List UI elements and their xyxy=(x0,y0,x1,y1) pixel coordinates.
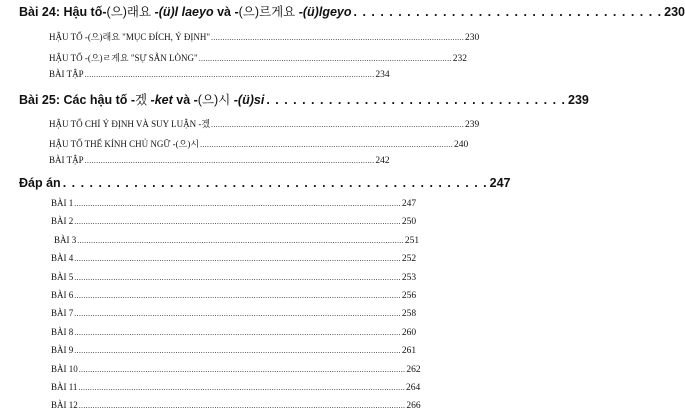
chapter-title: Bài 25: Các hậu tố -겠 -ket và -(으)시 -(ü)si xyxy=(19,93,265,107)
toc-entry[interactable] xyxy=(54,234,420,246)
toc-entry[interactable] xyxy=(49,117,480,130)
leader-dots: .............................................................................................................. xyxy=(211,120,465,129)
leader-dots: .............................................................................................................................................. xyxy=(74,291,401,300)
toc-entry[interactable] xyxy=(49,69,390,80)
entry-page-number: 256 xyxy=(401,291,417,301)
leader-dots: .............................................................................................................................................. xyxy=(78,364,406,374)
leader-dots: .............................................................................................................................................. xyxy=(74,217,401,227)
entry-label: BÀI 3 xyxy=(54,234,77,245)
leader-dots: .............................................................................................................................................. xyxy=(74,309,401,319)
toc-entry[interactable] xyxy=(51,198,417,209)
leader-dots: .............................................................................................................. xyxy=(198,54,452,63)
leader-dots: .............................................................................................................................................. xyxy=(74,272,401,282)
entry-page-number: 250 xyxy=(401,217,417,228)
chapter-page-number: 239 xyxy=(568,93,589,107)
leader-dots: .............................................................................................................................................. xyxy=(74,199,401,208)
leader-dots: .............................................................................................................................................. xyxy=(78,383,406,392)
leader-dots: .............................................................................................................................. xyxy=(84,70,375,79)
entry-page-number: 232 xyxy=(452,54,467,64)
entry-page-number: 234 xyxy=(375,70,390,80)
entry-label: BÀI 10 xyxy=(51,363,78,374)
toc-entry[interactable] xyxy=(51,400,421,411)
toc-entry[interactable] xyxy=(51,271,417,283)
leader-dots: . . . . . . . . . . . . . . . . . . . . . . . . . . . . . . . . . . . xyxy=(353,5,663,19)
toc-entry[interactable] xyxy=(49,137,469,150)
entry-label: BÀI 12 xyxy=(51,400,78,411)
toc-entry[interactable] xyxy=(51,345,417,357)
toc-entry[interactable] xyxy=(51,216,417,228)
toc-entry[interactable] xyxy=(49,155,390,166)
leader-dots: .............................................................................................................................................. xyxy=(74,346,401,356)
entry-label: HẬU TỐ -(으)래요 "MỤC ĐÍCH, Ý ĐỊNH" xyxy=(49,32,211,42)
entry-page-number: 262 xyxy=(406,364,421,375)
chapter-title: Đáp án xyxy=(19,176,61,190)
leader-dots: .............................................................................................................................. xyxy=(84,156,375,165)
chapter-page-number: 230 xyxy=(664,5,685,19)
leader-dots: .............................................................................................................. xyxy=(211,33,465,42)
entry-page-number: 253 xyxy=(401,272,417,283)
entry-label: HẬU TỐ -(으)ㄹ게요 "SỰ SẴN LÒNG" xyxy=(49,53,198,63)
entry-label: BÀI 4 xyxy=(51,253,74,264)
leader-dots: .............................................................................................................................................. xyxy=(77,235,404,245)
toc-chapter-answers[interactable] xyxy=(19,176,511,190)
entry-page-number: 240 xyxy=(454,140,469,150)
leader-dots: .............................................................................................................................................. xyxy=(74,327,401,337)
leader-dots: . . . . . . . . . . . . . . . . . . . . . . . . . . . . . . . . . . xyxy=(266,93,566,107)
entry-page-number: 252 xyxy=(401,254,417,265)
toc-chapter-24[interactable] xyxy=(19,2,685,20)
entry-page-number: 247 xyxy=(401,199,417,209)
chapter-page-number: 247 xyxy=(489,176,511,190)
chapter-title: Bài 24: Hậu tố-(으)래요 -(ü)l laeyo và -(으)르게요 -(ü)lgeyo xyxy=(19,5,352,19)
toc-entry[interactable] xyxy=(49,51,467,64)
toc-entry[interactable] xyxy=(51,253,417,265)
entry-page-number: 251 xyxy=(404,235,420,246)
leader-dots: .............................................................................................................. xyxy=(200,140,454,149)
entry-page-number: 242 xyxy=(375,156,390,166)
toc-entry[interactable] xyxy=(51,363,421,375)
toc-entry[interactable] xyxy=(51,382,421,393)
entry-page-number: 260 xyxy=(401,327,417,338)
toc-entry[interactable] xyxy=(49,30,480,43)
entry-label: BÀI TẬP xyxy=(49,69,84,79)
entry-page-number: 230 xyxy=(465,33,480,43)
leader-dots: . . . . . . . . . . . . . . . . . . . . . . . . . . . . . . . . . . . . . . . . . . . . . . . . xyxy=(62,176,488,190)
entry-label: HẬU TỐ CHỈ Ý ĐỊNH VÀ SUY LUẬN -겠 xyxy=(49,119,211,129)
entry-page-number: 258 xyxy=(401,309,417,320)
entry-label: BÀI 11 xyxy=(51,382,78,392)
entry-page-number: 264 xyxy=(406,383,421,393)
toc-entry[interactable] xyxy=(51,290,417,301)
entry-label: BÀI 2 xyxy=(51,216,74,227)
leader-dots: .............................................................................................................................................. xyxy=(78,401,406,411)
toc-entry[interactable] xyxy=(51,326,417,338)
entry-label: BÀI 1 xyxy=(51,198,74,208)
entry-page-number: 266 xyxy=(406,401,421,411)
entry-page-number: 261 xyxy=(401,346,417,357)
entry-label: BÀI 5 xyxy=(51,271,74,282)
entry-page-number: 239 xyxy=(465,120,480,130)
toc-entry[interactable] xyxy=(51,308,417,320)
entry-label: BÀI 6 xyxy=(51,290,74,300)
entry-label: HẬU TỐ THỂ KÍNH CHỦ NGỮ -(으)시 xyxy=(49,139,200,149)
entry-label: BÀI 8 xyxy=(51,326,74,337)
toc-chapter-25[interactable] xyxy=(19,90,589,108)
leader-dots: .............................................................................................................................................. xyxy=(74,254,401,264)
entry-label: BÀI TẬP xyxy=(49,155,84,165)
entry-label: BÀI 7 xyxy=(51,308,74,319)
entry-label: BÀI 9 xyxy=(51,345,74,356)
